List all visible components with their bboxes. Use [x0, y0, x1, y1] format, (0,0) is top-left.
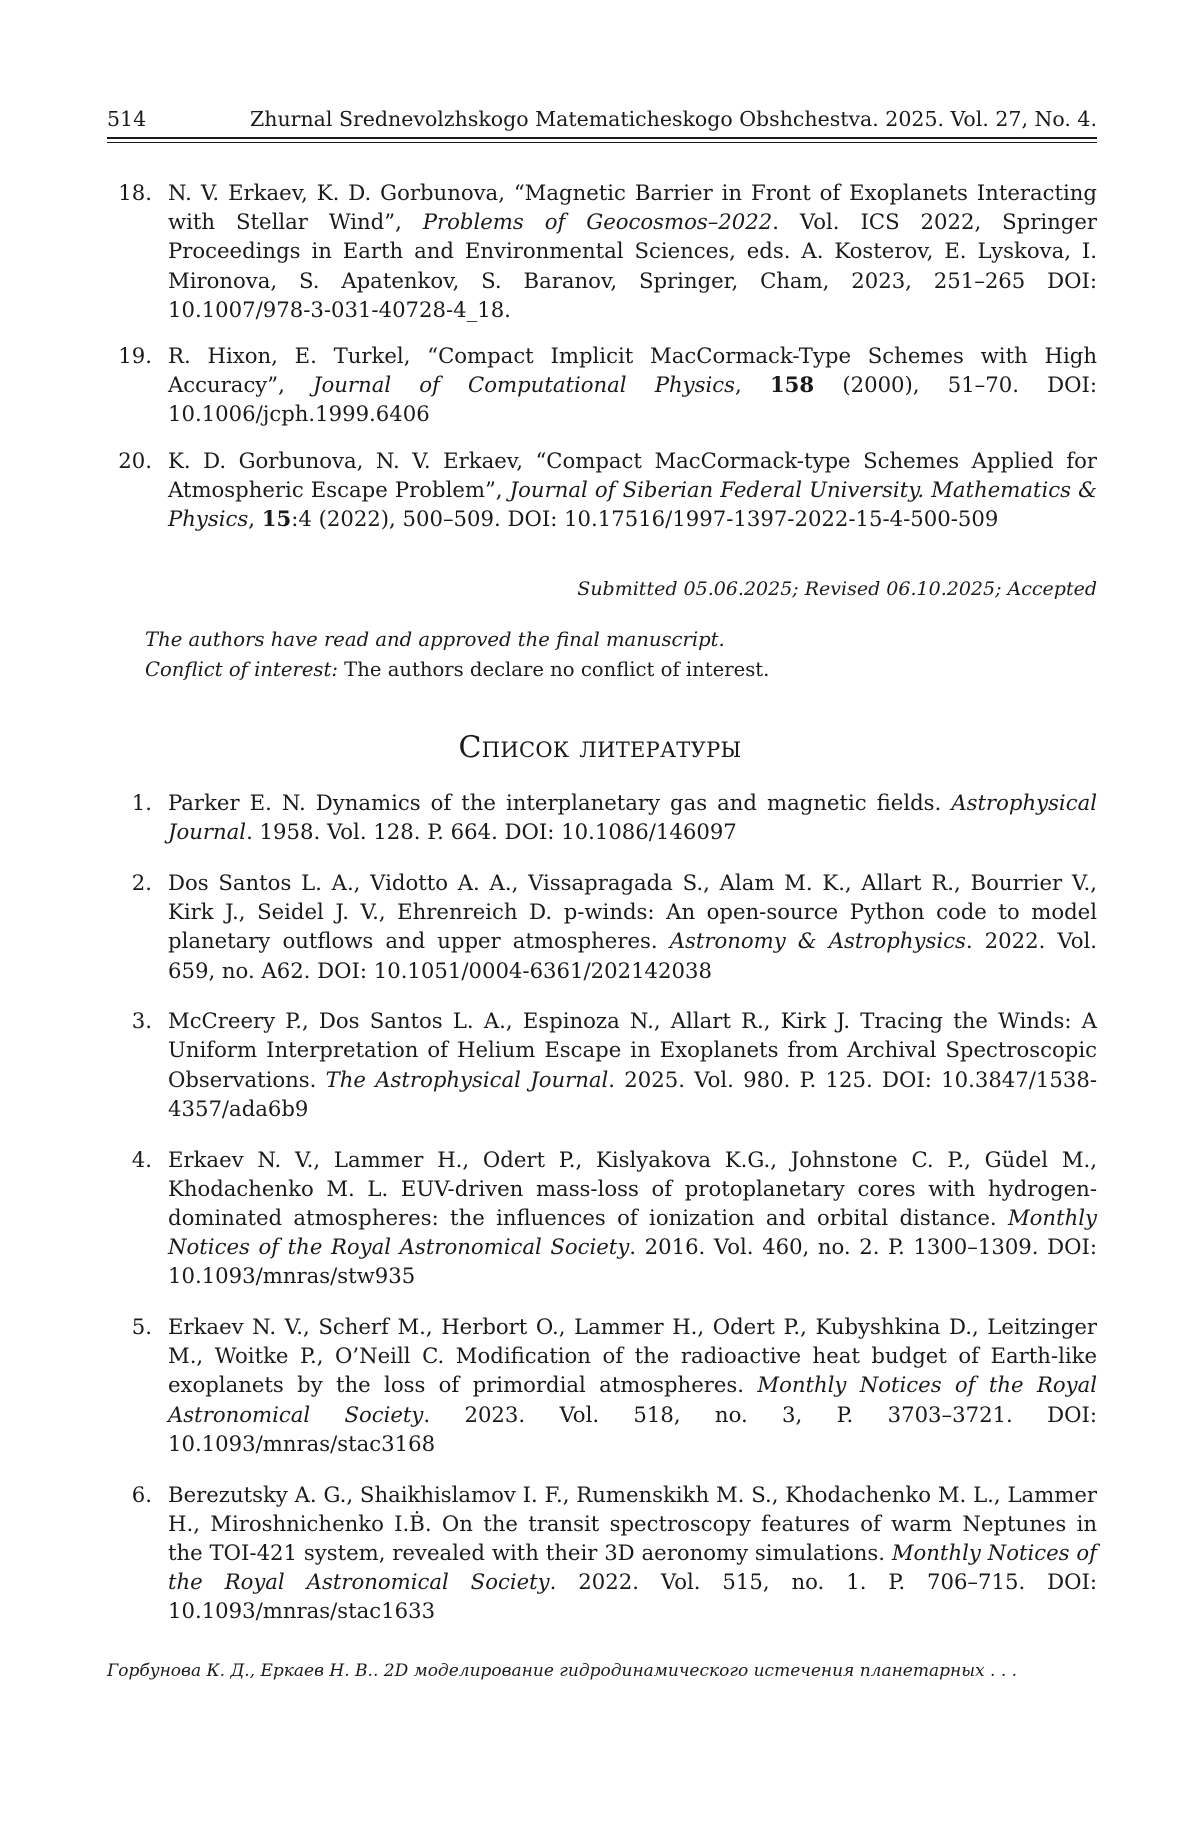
reference-details: . 2025. Vol. 980. P. 125. DOI: 10.3847/1538-4357/ada6b9 — [168, 1066, 1097, 1121]
conflict-text: The authors declare no conflict of interest. — [337, 658, 770, 681]
reference-source: Monthly Notices of the Royal Astronomical Society — [168, 1204, 1097, 1260]
reference-authors-title: Erkaev N. V., Scherf M., Herbort O., Lammer H., Odert P., Kubyshkina D., Leitzinger M., Woitke P., O’Neill C. Modification of the radioactive heat budget of Earth-like exoplanets by the loss of primordial atmospheres. — [168, 1314, 1097, 1398]
reference-authors-title: R. Hixon, E. Turkel, “Compact Implicit MacCormack-Type Schemes with High Accuracy”, — [168, 343, 1097, 398]
reference-item — [107, 1006, 1097, 1123]
reference-number: 20. — [118, 447, 152, 473]
reference-separator: , — [248, 506, 262, 532]
reference-item — [107, 178, 1097, 324]
reference-details: :4 (2022), 500–509. DOI: 10.17516/1997-1397-2022-15-4-500-509 — [291, 506, 999, 532]
reference-number: 5. — [131, 1314, 152, 1340]
reference-item — [107, 1145, 1097, 1291]
reference-number: 4. — [131, 1146, 152, 1172]
reference-number: 2. — [131, 869, 152, 895]
reference-item — [107, 1312, 1097, 1458]
reference-details: . 2016. Vol. 460, no. 2. P. 1300–1309. DOI: 10.1093/mnras/stw935 — [168, 1234, 1097, 1289]
reference-source: Astrophysical Journal — [168, 790, 1097, 845]
reference-volume: 15 — [261, 506, 292, 532]
reference-number: 6. — [131, 1481, 152, 1507]
reference-source: Astronomy & Astrophysics — [669, 928, 966, 954]
section-title: Список литературы — [458, 730, 742, 765]
reference-source: Journal of Siberian Federal University. Mathematics & Physics — [168, 476, 1097, 532]
russian-reference-list — [107, 788, 1097, 1647]
reference-details: (2000), 51–70. DOI: 10.1006/jcph.1999.6406 — [168, 372, 1098, 427]
reference-number: 3. — [131, 1008, 152, 1034]
reference-authors-title: N. V. Erkaev, K. D. Gorbunova, “Magnetic Barrier in Front of Exoplanets Interacting with Stellar Wind”, — [168, 180, 1097, 235]
reference-source: Monthly Notices of the Royal Astronomical Society — [168, 1372, 1097, 1427]
reference-item — [107, 868, 1097, 985]
approval-note: The authors have read and approved the final manuscript. — [145, 628, 725, 651]
english-reference-list — [107, 178, 1097, 550]
reference-source: Journal of Computational Physics — [313, 372, 736, 398]
reference-number: 1. — [131, 790, 152, 815]
reference-item — [107, 446, 1097, 534]
reference-authors-title: Parker E. N. Dynamics of the interplanetary gas and magnetic fields. — [168, 790, 952, 815]
reference-item — [107, 788, 1097, 846]
reference-item — [107, 341, 1097, 429]
header-rule-thin — [107, 142, 1097, 143]
reference-authors-title: Dos Santos L. A., Vidotto A. A., Vissapragada S., Alam M. K., Allart R., Bourrier V., Kirk J., Seidel J. V., Ehrenreich D. p-winds: An open-source Python code to model planetary outflows and upper atmospheres. — [168, 869, 1097, 954]
reference-details: . 2022. Vol. 659, no. A62. DOI: 10.1051/0004-6361/202142038 — [168, 928, 1097, 983]
reference-source: Monthly Notices of the Royal Astronomical Society — [168, 1539, 1097, 1595]
reference-number: 18. — [118, 180, 152, 205]
reference-item — [107, 1480, 1097, 1626]
reference-volume: 158 — [769, 372, 815, 398]
reference-number: 19. — [118, 343, 152, 369]
reference-separator: , — [735, 372, 770, 398]
author-notes — [145, 625, 769, 685]
reference-details: . 1958. Vol. 128. P. 664. DOI: 10.1086/146097 — [246, 819, 737, 845]
reference-details: . Vol. ICS 2022, Springer Proceedings in Earth and Environmental Sciences, eds. A. Kosterov, E. Lyskova, I. Mironova, S. Apatenkov, S. Baranov, Springer, Cham, 2023, 251–265 DOI: 10.1007/978-3-031-40728-4_18. — [168, 209, 1097, 322]
reference-authors-title: K. D. Gorbunova, N. V. Erkaev, “Compact MacCormack-type Schemes Applied for Atmospheric Escape Problem”, — [168, 447, 1097, 502]
journal-title: Zhurnal Srednevolzhskogo Matematicheskogo Obshchestva. 2025. Vol. 27, No. 4. — [250, 107, 1097, 131]
reference-authors-title: Erkaev N. V., Lammer H., Odert P., Kislyakova K.G., Johnstone C. P., Güdel M., Khodachenko M. L. EUV-driven mass-loss of protoplanetary cores with hydrogen-dominated atmospheres: the influences of ionization and orbital distance. — [168, 1146, 1097, 1230]
reference-authors-title: Berezutsky A. G., Shaikhislamov I. F., Rumenskikh M. S., Khodachenko M. L., Lammer H., Miroshnichenko I.Ḃ. On the transit spectroscopy features of warm Neptunes in the TOI-421 system, revealed with their 3D aeronomy simulations. — [168, 1481, 1097, 1565]
conflict-label: Conflict of interest: — [145, 658, 338, 681]
reference-authors-title: McCreery P., Dos Santos L. A., Espinoza N., Allart R., Kirk J. Tracing the Winds: A Uniform Interpretation of Helium Escape in Exoplanets from Archival Spectroscopic Observations. — [168, 1008, 1097, 1092]
reference-source: The Astrophysical Journal — [325, 1066, 609, 1092]
reference-details: . 2022. Vol. 515, no. 1. P. 706–715. DOI: 10.1093/mnras/stac1633 — [168, 1569, 1097, 1624]
running-footer: Горбунова К. Д., Еркаев Н. В.. 2D моделирование гидродинамического истечения планетарных . . . — [107, 1661, 1018, 1681]
reference-details: . 2023. Vol. 518, no. 3, P. 3703–3721. DOI: 10.1093/mnras/stac3168 — [168, 1401, 1097, 1456]
submission-dates: Submitted 05.06.2025; Revised 06.10.2025; Accepted — [577, 578, 1097, 600]
header-rule-thick — [107, 137, 1097, 139]
page-number: 514 — [107, 107, 147, 131]
reference-source: Problems of Geocosmos–2022 — [422, 209, 773, 235]
